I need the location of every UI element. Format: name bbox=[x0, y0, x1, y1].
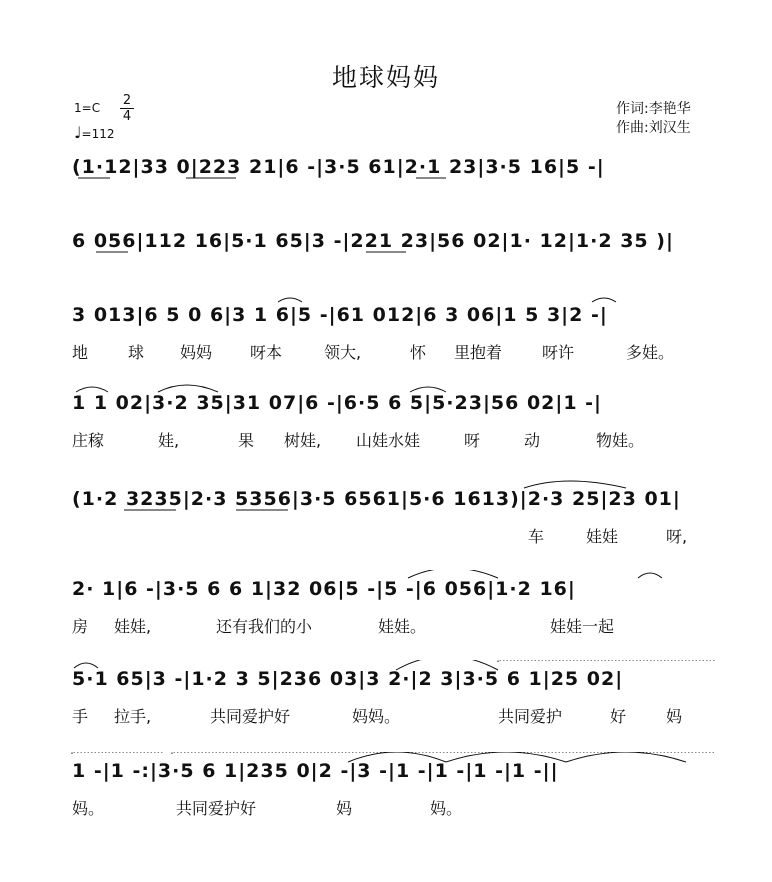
score-row-4 bbox=[66, 384, 716, 454]
score-row-6 bbox=[66, 570, 716, 640]
lyric: 娃, bbox=[158, 431, 180, 450]
notation-line bbox=[66, 222, 716, 262]
lyric: 领大, bbox=[324, 343, 362, 362]
lyric: 房 bbox=[72, 617, 89, 636]
lyric: 果 bbox=[238, 431, 255, 450]
lyric: 手 bbox=[72, 707, 89, 726]
lyric: 地 bbox=[72, 343, 89, 362]
lyric: 动 bbox=[524, 431, 541, 450]
lyrics-line bbox=[66, 428, 716, 452]
lyric: 妈。 bbox=[72, 799, 105, 818]
score-row-8 bbox=[66, 752, 716, 822]
key-signature: 1=C bbox=[74, 101, 101, 115]
lyric: 好 bbox=[610, 707, 627, 726]
lyric: 共同爱护好 bbox=[210, 707, 291, 726]
lyric: 树娃, bbox=[284, 431, 322, 450]
credits bbox=[616, 100, 691, 138]
lyrics-line bbox=[66, 796, 716, 820]
notation-text: 2· 1|6 -|3·5 6 6 1|32 06|5 -|5 -|6 056|1·2 16| bbox=[72, 578, 576, 600]
lyric: 妈 bbox=[336, 799, 353, 818]
composer-credit: 作曲:刘汉生 bbox=[616, 120, 691, 136]
lyric: 还有我们的小 bbox=[216, 617, 313, 636]
lyric: 车 bbox=[528, 527, 545, 546]
notation-text: (1·2 3235|2·3 5356|3·5 6561|5·6 1613)|2·3 25|23 01| bbox=[72, 488, 681, 510]
lyricist-credit: 作词:李艳华 bbox=[616, 101, 691, 117]
lyric: 妈 bbox=[666, 707, 683, 726]
time-signature bbox=[120, 94, 134, 123]
notation-line bbox=[66, 570, 716, 610]
lyric: 多娃。 bbox=[626, 343, 675, 362]
lyrics-line bbox=[66, 340, 716, 364]
lyric: 物娃。 bbox=[596, 431, 645, 450]
notation-line bbox=[66, 384, 716, 424]
notation-text: (1·12|33 0|223 21|6 -|3·5 61|2·1 23|3·5 16|5 -| bbox=[72, 156, 605, 178]
lyric: 妈妈 bbox=[180, 343, 213, 362]
lyric: 山娃水娃 bbox=[356, 431, 421, 450]
lyric: 呀本 bbox=[250, 343, 283, 362]
lyric: 娃娃。 bbox=[378, 617, 427, 636]
notation-line bbox=[66, 752, 716, 792]
notation-text: 1 1 02|3·2 35|31 07|6 -|6·5 6 5|5·23|56 02|1 -| bbox=[72, 392, 602, 414]
lyric: 妈妈。 bbox=[352, 707, 401, 726]
notation-line bbox=[66, 148, 716, 188]
song-title: 地球妈妈 bbox=[331, 63, 440, 92]
lyric: 娃娃 bbox=[586, 527, 619, 546]
score-row-1 bbox=[66, 148, 716, 218]
lyric: 呀 bbox=[464, 431, 481, 450]
notation-text: 1 -|1 -:|3·5 6 1|235 0|2 -|3 -|1 -|1 -|1 -|1 -|| bbox=[72, 760, 559, 782]
score-row-7 bbox=[66, 660, 716, 730]
notation-text: 5·1 65|3 -|1·2 3 5|236 03|3 2·|2 3|3·5 6 1|25 02| bbox=[72, 668, 624, 690]
lyric: 庄稼 bbox=[72, 431, 105, 450]
tempo-marking bbox=[74, 123, 115, 142]
lyrics-line bbox=[66, 704, 716, 728]
notation-text: 3 013|6 5 0 6|3 1 6|5 -|61 012|6 3 06|1 5 3|2 -| bbox=[72, 304, 608, 326]
lyric: 娃娃, bbox=[114, 617, 152, 636]
lyric: 呀许 bbox=[542, 343, 575, 362]
lyrics-line bbox=[66, 614, 716, 638]
lyrics-line bbox=[66, 524, 716, 548]
lyric: 拉手, bbox=[114, 707, 152, 726]
lyric: 妈。 bbox=[430, 799, 463, 818]
time-signature-bottom: 4 bbox=[122, 109, 132, 124]
score-row-5 bbox=[66, 480, 716, 550]
quarter-note-icon: ♩ bbox=[74, 123, 82, 142]
score-row-3 bbox=[66, 296, 716, 366]
lyric: 怀 bbox=[410, 343, 427, 362]
lyric: 里抱着 bbox=[454, 343, 503, 362]
time-signature-top: 2 bbox=[122, 93, 132, 108]
score-row-2 bbox=[66, 222, 716, 292]
notation-line bbox=[66, 660, 716, 700]
notation-line bbox=[66, 296, 716, 336]
lyric: 呀, bbox=[666, 527, 688, 546]
lyric: 共同爱护好 bbox=[176, 799, 257, 818]
lyric: 娃娃一起 bbox=[550, 617, 615, 636]
notation-line bbox=[66, 480, 716, 520]
lyric: 共同爱护 bbox=[498, 707, 563, 726]
tempo-value: =112 bbox=[81, 127, 115, 141]
notation-text: 6 056|112 16|5·1 65|3 -|221 23|56 02|1· 12|1·2 35 )| bbox=[72, 230, 674, 252]
lyric: 球 bbox=[128, 343, 145, 362]
